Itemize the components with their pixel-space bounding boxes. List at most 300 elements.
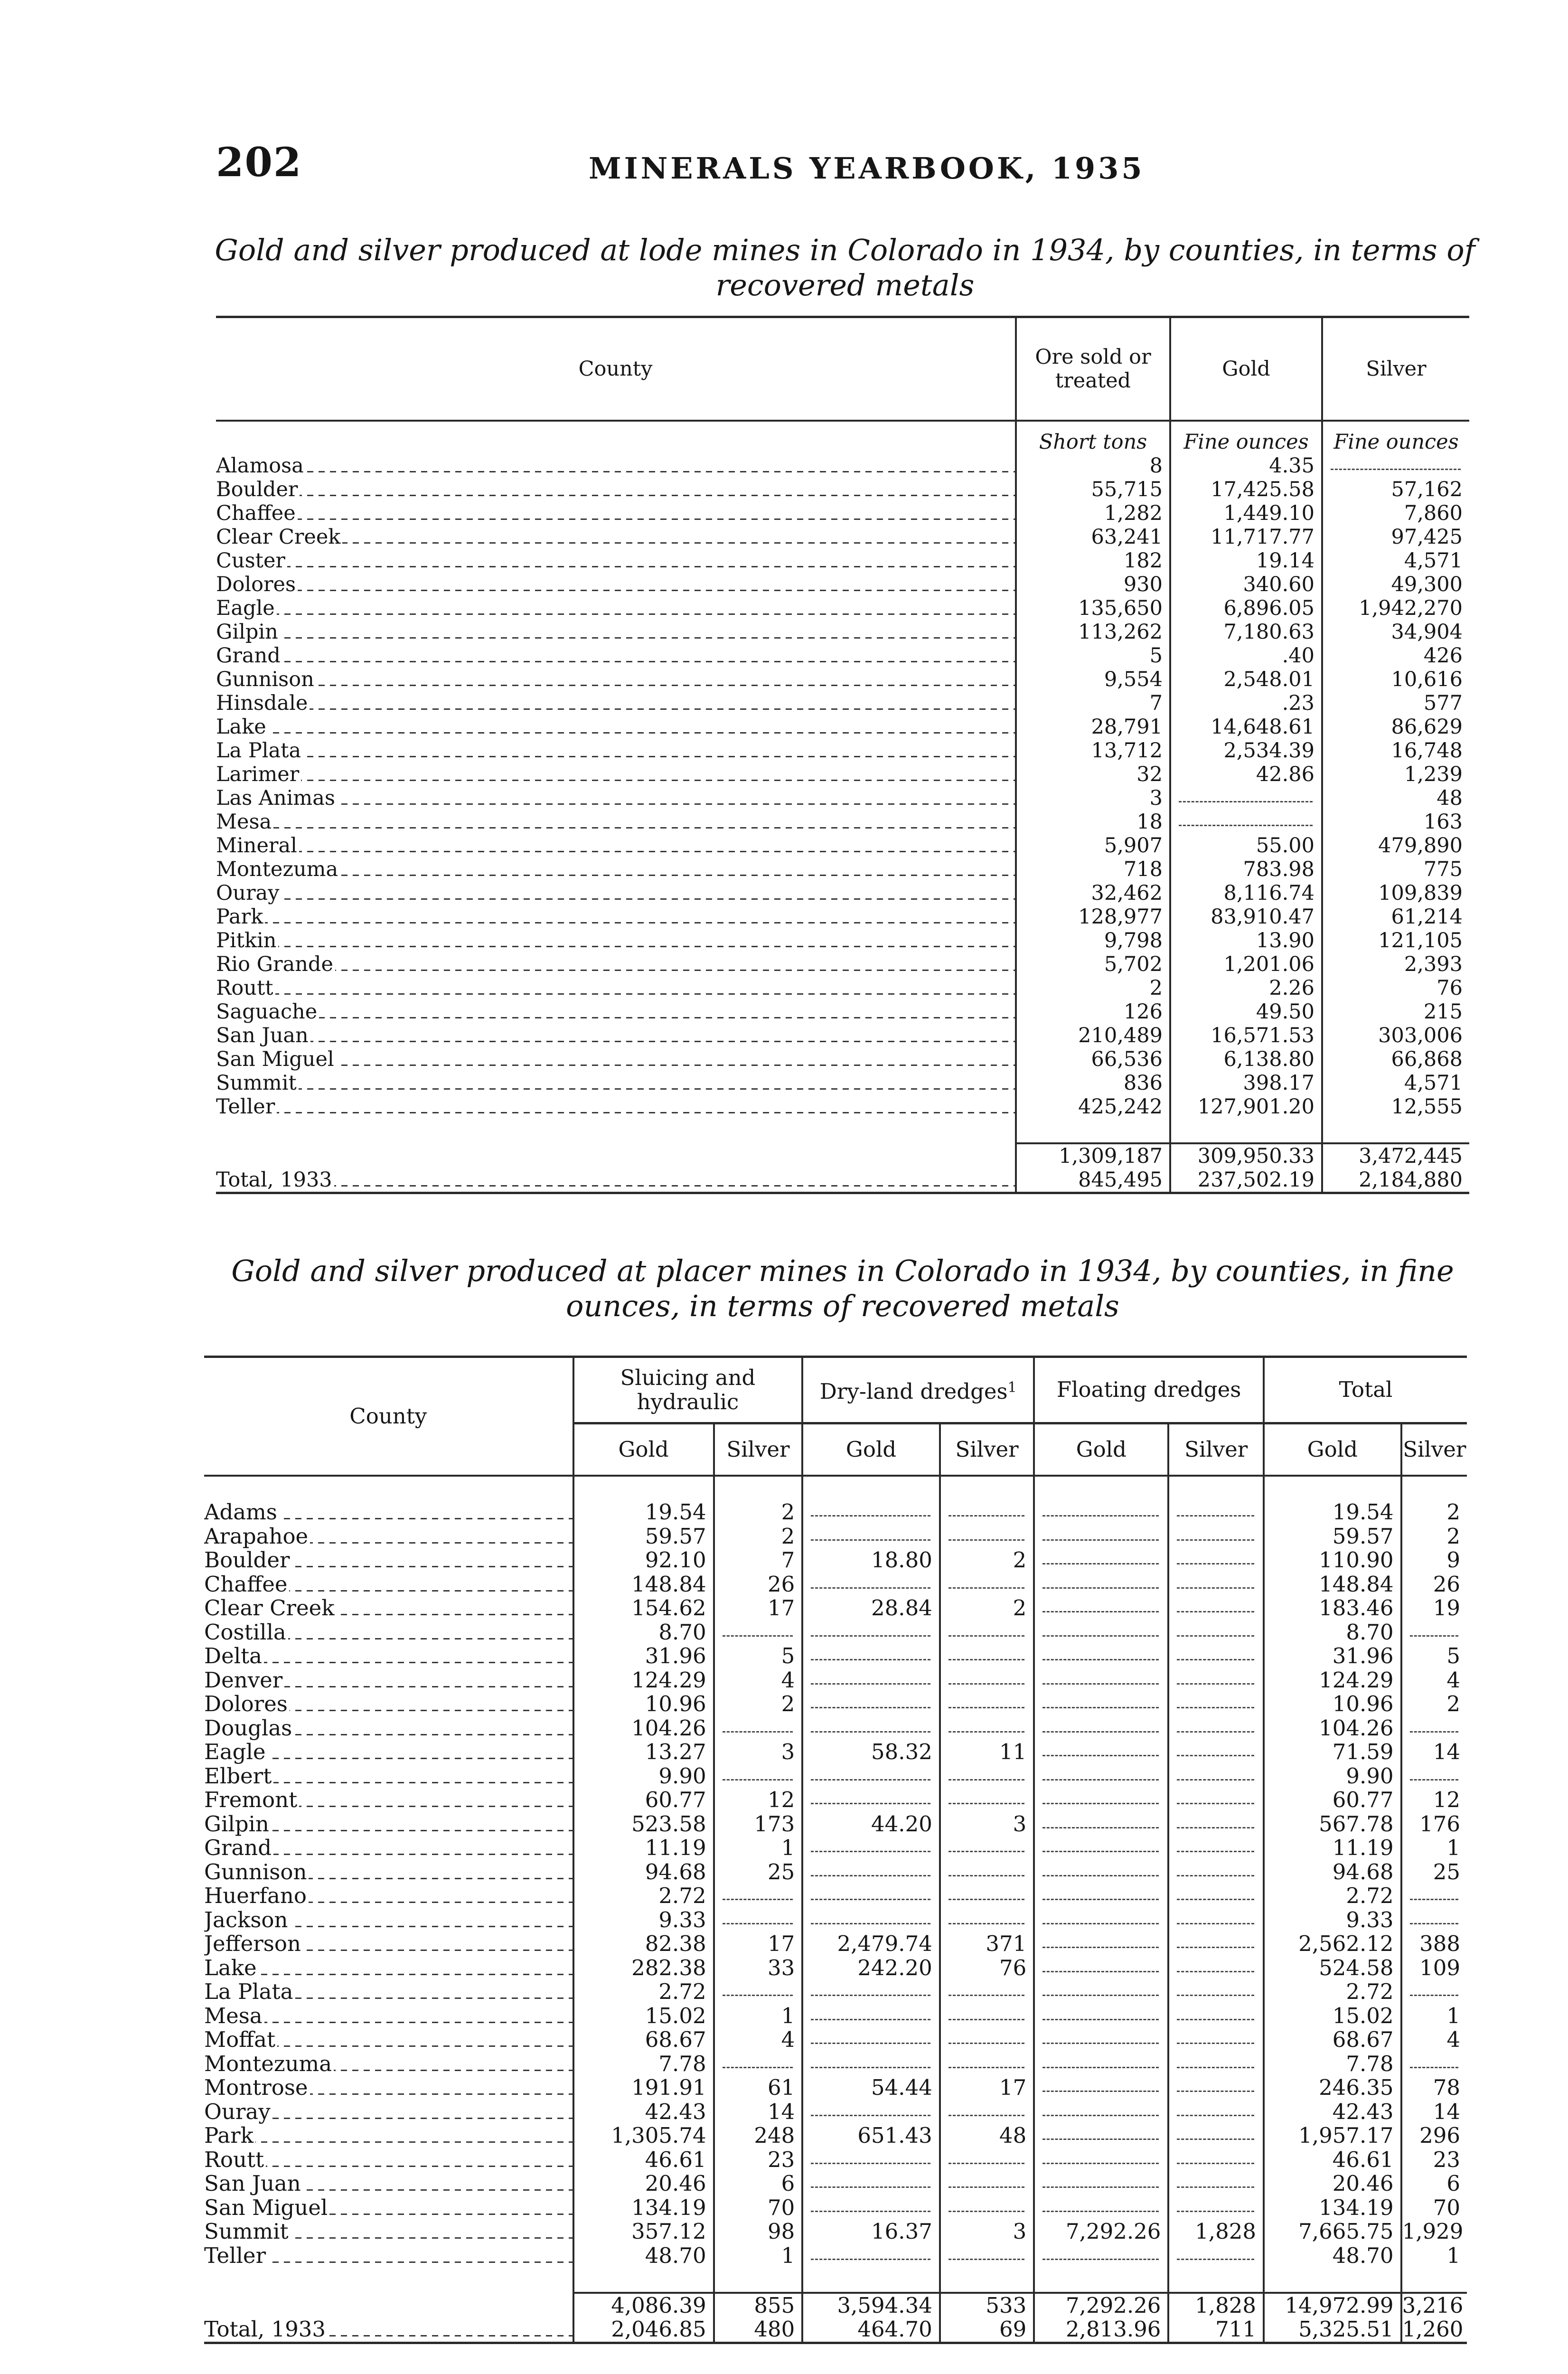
placer-ss-value: 61 xyxy=(714,2076,803,2100)
lode-gold-value: 55.00 xyxy=(1170,834,1322,857)
placer-sg-value: 31.96 xyxy=(573,1644,714,1668)
placer-fs-value xyxy=(1168,1596,1264,1620)
lode-county xyxy=(216,478,1016,501)
placer-county xyxy=(204,2076,573,2100)
placer-fg-value xyxy=(1034,1956,1168,1980)
placer-ss-value: 98 xyxy=(714,2220,803,2244)
lode-gold-value: 11,717.77 xyxy=(1170,525,1322,549)
table-row xyxy=(204,2220,1467,2244)
lode-silver-value: 7,860 xyxy=(1404,501,1463,525)
table-row xyxy=(216,810,1469,834)
placer-county xyxy=(204,1596,573,1620)
placer-ss-value xyxy=(714,1620,803,1645)
lode-county xyxy=(216,1047,1016,1071)
placer-fs-value xyxy=(1168,1764,1264,1789)
lode-county-text: Gunnison xyxy=(216,668,316,691)
placer-ts-value xyxy=(1401,1620,1467,1645)
placer-county-text: Fremont xyxy=(204,1788,299,1812)
placer-ds-value xyxy=(940,1692,1034,1716)
lode-ore-value: 1,282 xyxy=(1016,501,1170,525)
lode-gold-value: 783.98 xyxy=(1170,857,1322,881)
lode-county xyxy=(216,596,1016,620)
table-row xyxy=(216,525,1469,549)
table-row xyxy=(204,2148,1467,2172)
placer-dg-value: 28.84 xyxy=(802,1596,940,1620)
placer-tg-value: 46.61 xyxy=(1264,2148,1401,2172)
lode-county xyxy=(216,881,1016,905)
lode-county xyxy=(216,644,1016,668)
placer-ss-value xyxy=(714,2052,803,2076)
placer-sg-value: 46.61 xyxy=(573,2148,714,2172)
placer-fg-value xyxy=(1034,2100,1168,2124)
lode-silver-value: 426 xyxy=(1423,643,1463,668)
lode-county-text: Montezuma xyxy=(216,857,340,881)
lode-county-text: Chaffee xyxy=(216,501,298,525)
placer-ds-value xyxy=(940,1668,1034,1693)
lode-ore-value: 63,241 xyxy=(1016,525,1170,549)
placer-tg-value: 19.54 xyxy=(1264,1500,1401,1525)
table-row xyxy=(216,881,1469,905)
placer-dg-value xyxy=(802,1788,940,1812)
placer-fs-value xyxy=(1168,1525,1264,1549)
placer-sg-value: 124.29 xyxy=(573,1668,714,1693)
placer-dg-value xyxy=(802,1764,940,1789)
placer-header-dryland xyxy=(802,1357,1034,1423)
placer-ts-value: 1 xyxy=(1446,2243,1460,2268)
placer-dg-value xyxy=(802,2100,940,2124)
placer-ts-value xyxy=(1401,2052,1467,2076)
placer-fs-value xyxy=(1168,1836,1264,1860)
table-row xyxy=(216,454,1469,478)
placer-ds-value: 2 xyxy=(940,1596,1034,1620)
placer-dg-value xyxy=(802,1573,940,1597)
lode-county-text: Alamosa xyxy=(216,454,306,478)
placer-county xyxy=(204,1932,573,1956)
placer-fg-value xyxy=(1034,2148,1168,2172)
lode-silver-value: 97,425 xyxy=(1391,525,1463,549)
table-row xyxy=(216,763,1469,786)
placer-sg-value: 15.02 xyxy=(573,2004,714,2028)
placer-dg-value xyxy=(802,1500,940,1525)
placer-ss-value: 17 xyxy=(714,1932,803,1956)
lode-silver-value: 61,214 xyxy=(1391,904,1463,929)
placer-county-text: Elbert xyxy=(204,1764,273,1789)
placer-fs-value xyxy=(1168,1644,1264,1668)
lode-ore-value: 135,650 xyxy=(1016,596,1170,620)
lode-county-text: Clear Creek xyxy=(216,525,342,549)
placer-ss-value: 3 xyxy=(714,1740,803,1764)
lode-county-text: Las Animas xyxy=(216,786,337,810)
placer-tg-value: 110.90 xyxy=(1264,1548,1401,1573)
placer-total-1933-fs: 711 xyxy=(1168,2317,1264,2343)
placer-ds-value xyxy=(940,1500,1034,1525)
lode-silver-value: 163 xyxy=(1423,810,1463,834)
placer-ds-value xyxy=(940,2028,1034,2052)
placer-ds-value xyxy=(940,1788,1034,1812)
placer-tg-value: 148.84 xyxy=(1264,1573,1401,1597)
lode-ore-value: 210,489 xyxy=(1016,1024,1170,1047)
placer-fs-value xyxy=(1168,2028,1264,2052)
placer-fs-value xyxy=(1168,1740,1264,1764)
placer-ts-value: 4 xyxy=(1446,2028,1460,2052)
placer-fs-value xyxy=(1168,2172,1264,2196)
lode-ore-value: 18 xyxy=(1016,810,1170,834)
placer-ds-value: 371 xyxy=(940,1932,1034,1956)
lode-gold-value: 4.35 xyxy=(1170,454,1322,478)
placer-ts-value xyxy=(1401,1764,1467,1789)
placer-fg-value xyxy=(1034,1596,1168,1620)
lode-table xyxy=(216,316,1469,1194)
placer-dg-value xyxy=(802,1644,940,1668)
placer-tg-value: 8.70 xyxy=(1264,1620,1401,1645)
lode-gold-value: 83,910.47 xyxy=(1170,905,1322,929)
placer-ss-value: 26 xyxy=(714,1573,803,1597)
placer-dg-value: 44.20 xyxy=(802,1812,940,1837)
placer-fs-value xyxy=(1168,1956,1264,1980)
lode-silver-value: 57,162 xyxy=(1391,477,1463,501)
placer-ts-value: 109 xyxy=(1419,1956,1460,1980)
placer-county xyxy=(204,2100,573,2124)
lode-county xyxy=(216,620,1016,644)
lode-county-text: Dolores xyxy=(216,573,298,596)
placer-sg-value: 94.68 xyxy=(573,1860,714,1884)
placer-ss-value: 5 xyxy=(714,1644,803,1668)
placer-county-text: Dolores xyxy=(204,1692,290,1716)
placer-county-text: San Miguel xyxy=(204,2196,329,2220)
lode-gold-value: 1,449.10 xyxy=(1170,501,1322,525)
table-row xyxy=(204,1644,1467,1668)
placer-ss-value: 14 xyxy=(714,2100,803,2124)
lode-unit-gold: Fine ounces xyxy=(1170,421,1322,454)
lode-ore-value: 28,791 xyxy=(1016,715,1170,739)
lode-ore-value: 5,702 xyxy=(1016,952,1170,976)
placer-ts-value xyxy=(1401,1908,1467,1932)
placer-ss-value: 2 xyxy=(714,1692,803,1716)
placer-county xyxy=(204,1908,573,1932)
placer-sg-value: 104.26 xyxy=(573,1716,714,1741)
lode-ore-value: 5,907 xyxy=(1016,834,1170,857)
placer-ts-value: 70 xyxy=(1433,2195,1460,2220)
placer-fs-value xyxy=(1168,1860,1264,1884)
placer-fg-value xyxy=(1034,2244,1168,2268)
running-title: MINERALS YEARBOOK, 1935 xyxy=(589,151,1145,186)
placer-fg-value xyxy=(1034,2052,1168,2076)
lode-gold-value: 6,138.80 xyxy=(1170,1047,1322,1071)
lode-county xyxy=(216,1095,1016,1119)
table-row xyxy=(204,1884,1467,1908)
table-row xyxy=(204,1668,1467,1693)
lode-county-text: Teller xyxy=(216,1095,277,1119)
lode-ore-value: 128,977 xyxy=(1016,905,1170,929)
placer-sg-value: 11.19 xyxy=(573,1836,714,1860)
placer-total-1933-ss: 480 xyxy=(714,2317,803,2343)
lode-county xyxy=(216,739,1016,763)
placer-ds-value xyxy=(940,2196,1034,2220)
lode-silver-value: 48 xyxy=(1437,786,1463,810)
table-row xyxy=(216,715,1469,739)
placer-dg-value xyxy=(802,2196,940,2220)
placer-sg-value: 20.46 xyxy=(573,2172,714,2196)
lode-ore-value: 3 xyxy=(1016,786,1170,810)
placer-fs-value xyxy=(1168,1788,1264,1812)
lode-ore-value: 55,715 xyxy=(1016,478,1170,501)
placer-fs-value xyxy=(1168,1668,1264,1693)
placer-dg-value xyxy=(802,1980,940,2004)
placer-sg-value: 60.77 xyxy=(573,1788,714,1812)
placer-subheader-gold: Gold xyxy=(1034,1423,1168,1476)
placer-sg-value: 154.62 xyxy=(573,1596,714,1620)
lode-silver-value: 109,839 xyxy=(1378,881,1463,905)
placer-ts-value xyxy=(1401,1716,1467,1741)
lode-total-silver: 3,472,445 xyxy=(1322,1143,1469,1168)
placer-county-text: Boulder xyxy=(204,1548,291,1573)
lode-county xyxy=(216,1024,1016,1047)
placer-subheader-silver: Silver xyxy=(940,1423,1034,1476)
placer-ss-value xyxy=(714,1764,803,1789)
lode-county xyxy=(216,857,1016,881)
placer-county xyxy=(204,1836,573,1860)
placer-fs-value xyxy=(1168,2100,1264,2124)
placer-fs-value xyxy=(1168,2076,1264,2100)
placer-ts-value xyxy=(1401,1980,1467,2004)
placer-fg-value xyxy=(1034,2196,1168,2220)
placer-total-1933-label-text: Total, 1933 xyxy=(204,2317,328,2342)
lode-county xyxy=(216,549,1016,573)
lode-silver-value: 577 xyxy=(1423,691,1463,715)
table-row xyxy=(216,739,1469,763)
placer-county-text: Clear Creek xyxy=(204,1596,337,1620)
placer-ds-value xyxy=(940,1908,1034,1932)
table-row xyxy=(216,834,1469,857)
lode-header-county: County xyxy=(216,317,1016,421)
placer-fg-value xyxy=(1034,1573,1168,1597)
lode-gold-value: 127,901.20 xyxy=(1170,1095,1322,1119)
placer-ds-value xyxy=(940,2100,1034,2124)
lode-county xyxy=(216,501,1016,525)
placer-county-text: Arapahoe xyxy=(204,1525,310,1549)
placer-fs-value xyxy=(1168,1980,1264,2004)
placer-tg-value: 31.96 xyxy=(1264,1644,1401,1668)
placer-ts-value xyxy=(1401,1884,1467,1908)
placer-tg-value: 42.43 xyxy=(1264,2100,1401,2124)
lode-county-text: Summit xyxy=(216,1071,299,1095)
lode-total-1933-ore: 845,495 xyxy=(1016,1168,1170,1193)
placer-ts-value: 19 xyxy=(1433,1596,1460,1620)
placer-subheader-gold: Gold xyxy=(802,1423,940,1476)
table-row xyxy=(216,478,1469,501)
lode-gold-value xyxy=(1170,786,1322,810)
lode-silver-value: 775 xyxy=(1423,857,1463,881)
lode-gold-value: 13.90 xyxy=(1170,929,1322,952)
lode-county-text: Eagle xyxy=(216,596,277,620)
lode-ore-value: 32 xyxy=(1016,763,1170,786)
placer-sg-value: 148.84 xyxy=(573,1573,714,1597)
placer-county xyxy=(204,2028,573,2052)
lode-caption-line-2: recovered metals xyxy=(715,268,975,302)
lode-county-text: Mineral xyxy=(216,834,299,857)
placer-fs-value xyxy=(1168,1812,1264,1837)
placer-tg-value: 2.72 xyxy=(1264,1980,1401,2004)
table-row xyxy=(216,1024,1469,1047)
placer-ts-value: 4 xyxy=(1446,1668,1460,1692)
placer-ts-value: 12 xyxy=(1433,1788,1460,1812)
placer-fs-value xyxy=(1168,1620,1264,1645)
placer-fs-value xyxy=(1168,1932,1264,1956)
placer-fs-value xyxy=(1168,1692,1264,1716)
placer-dg-value xyxy=(802,2148,940,2172)
table-row xyxy=(216,976,1469,1000)
lode-county-text: La Plata xyxy=(216,739,303,763)
placer-ts-value: 6 xyxy=(1446,2172,1460,2196)
lode-county xyxy=(216,810,1016,834)
placer-sg-value: 2.72 xyxy=(573,1980,714,2004)
placer-ts-value: 2 xyxy=(1446,1524,1460,1548)
placer-ss-value: 25 xyxy=(714,1860,803,1884)
placer-fs-value xyxy=(1168,2004,1264,2028)
placer-subheader-gold: Gold xyxy=(573,1423,714,1476)
lode-ore-value: 9,554 xyxy=(1016,668,1170,691)
placer-ss-value: 1 xyxy=(714,2004,803,2028)
table-row xyxy=(216,596,1469,620)
table-row xyxy=(216,620,1469,644)
placer-total-tg: 14,972.99 xyxy=(1264,2293,1401,2318)
placer-fg-value xyxy=(1034,1740,1168,1764)
lode-county-text: Hinsdale xyxy=(216,691,310,715)
placer-county-text: Montrose xyxy=(204,2076,310,2100)
placer-dg-value xyxy=(802,2028,940,2052)
placer-ss-value: 2 xyxy=(714,1525,803,1549)
placer-ss-value: 33 xyxy=(714,1956,803,1980)
placer-table xyxy=(204,1356,1467,2344)
placer-fg-value xyxy=(1034,1620,1168,1645)
placer-dg-value xyxy=(802,1620,940,1645)
placer-tg-value: 94.68 xyxy=(1264,1860,1401,1884)
placer-county-text: Lake xyxy=(204,1956,259,1980)
placer-county-text: Adams xyxy=(204,1500,279,1525)
table-row xyxy=(216,905,1469,929)
placer-sg-value: 1,305.74 xyxy=(573,2124,714,2148)
placer-county xyxy=(204,2172,573,2196)
table-row xyxy=(204,1932,1467,1956)
placer-total-ts: 3,216 xyxy=(1401,2293,1467,2318)
placer-sg-value: 10.96 xyxy=(573,1692,714,1716)
placer-tg-value: 124.29 xyxy=(1264,1668,1401,1693)
placer-tg-value: 59.57 xyxy=(1264,1525,1401,1549)
placer-ts-value: 2 xyxy=(1446,1500,1460,1525)
placer-table-caption xyxy=(204,1253,1481,1324)
lode-county-text: San Juan xyxy=(216,1024,310,1047)
placer-county-text: Ouray xyxy=(204,2100,272,2124)
placer-total-fs: 1,828 xyxy=(1168,2293,1264,2318)
placer-total-1933-sg: 2,046.85 xyxy=(573,2317,714,2343)
placer-total-dg: 3,594.34 xyxy=(802,2293,940,2318)
lode-silver-value: 16,748 xyxy=(1391,738,1463,763)
placer-fg-value xyxy=(1034,2004,1168,2028)
placer-dg-value xyxy=(802,2172,940,2196)
lode-county-text: Larimer xyxy=(216,763,301,786)
placer-ss-value: 7 xyxy=(714,1548,803,1573)
placer-ss-value: 6 xyxy=(714,2172,803,2196)
placer-county-text: La Plata xyxy=(204,1980,295,2004)
lode-gold-value: 1,201.06 xyxy=(1170,952,1322,976)
placer-subheader-silver: Silver xyxy=(1401,1423,1467,1476)
lode-county-text: Mesa xyxy=(216,810,273,834)
placer-ds-value: 11 xyxy=(940,1740,1034,1764)
lode-gold-value: 42.86 xyxy=(1170,763,1322,786)
lode-ore-value: 126 xyxy=(1016,1000,1170,1024)
placer-total-fg: 7,292.26 xyxy=(1034,2293,1168,2318)
placer-ss-value xyxy=(714,1980,803,2004)
table-row xyxy=(204,2004,1467,2028)
placer-ss-value: 248 xyxy=(714,2124,803,2148)
placer-sg-value: 19.54 xyxy=(573,1500,714,1525)
placer-county xyxy=(204,2004,573,2028)
placer-ts-value: 176 xyxy=(1419,1812,1460,1836)
lode-silver-value: 121,105 xyxy=(1378,928,1463,952)
table-row xyxy=(204,2124,1467,2148)
lode-ore-value: 32,462 xyxy=(1016,881,1170,905)
lode-silver-value: 66,868 xyxy=(1391,1047,1463,1071)
placer-county-text: Delta xyxy=(204,1644,264,1668)
placer-fg-value xyxy=(1034,1812,1168,1837)
table-row xyxy=(216,668,1469,691)
placer-dg-value xyxy=(802,2004,940,2028)
lode-county xyxy=(216,905,1016,929)
placer-fs-value xyxy=(1168,1573,1264,1597)
placer-county-text: Montezuma xyxy=(204,2052,334,2076)
table-row xyxy=(204,1620,1467,1645)
placer-header-total: Total xyxy=(1264,1357,1467,1423)
lode-silver-value: 76 xyxy=(1437,976,1463,1000)
placer-county-text: Eagle xyxy=(204,1740,268,1764)
placer-sg-value: 48.70 xyxy=(573,2244,714,2268)
placer-county-text: Douglas xyxy=(204,1716,294,1741)
lode-county xyxy=(216,976,1016,1000)
placer-county xyxy=(204,1980,573,2004)
lode-ore-value: 930 xyxy=(1016,573,1170,596)
placer-county-text: Costilla xyxy=(204,1620,288,1645)
placer-county xyxy=(204,1692,573,1716)
lode-county xyxy=(216,1000,1016,1024)
placer-fg-value xyxy=(1034,1525,1168,1549)
placer-total-1933-label xyxy=(204,2317,573,2343)
lode-ore-value: 836 xyxy=(1016,1071,1170,1095)
lode-county-text: San Miguel xyxy=(216,1047,336,1071)
table-row xyxy=(216,857,1469,881)
placer-county xyxy=(204,1812,573,1837)
lode-total-ore: 1,309,187 xyxy=(1016,1143,1170,1168)
lode-gold-value: 14,648.61 xyxy=(1170,715,1322,739)
placer-fg-value xyxy=(1034,1716,1168,1741)
placer-county-text: Teller xyxy=(204,2244,268,2268)
placer-tg-value: 2,562.12 xyxy=(1264,1932,1401,1956)
placer-total-ds: 533 xyxy=(940,2293,1034,2318)
table-row xyxy=(216,1095,1469,1119)
placer-ts-value: 9 xyxy=(1446,1548,1460,1573)
table-row xyxy=(204,1525,1467,1549)
lode-total-1933-label xyxy=(216,1168,1016,1193)
table-row xyxy=(204,1596,1467,1620)
placer-fg-value xyxy=(1034,1668,1168,1693)
placer-county-text: Grand xyxy=(204,1836,273,1860)
placer-tg-value: 9.90 xyxy=(1264,1764,1401,1789)
table-row xyxy=(204,1716,1467,1741)
lode-county xyxy=(216,834,1016,857)
lode-ore-value: 5 xyxy=(1016,644,1170,668)
table-row xyxy=(204,1812,1467,1837)
placer-county-text: Mesa xyxy=(204,2004,264,2028)
placer-sg-value: 134.19 xyxy=(573,2196,714,2220)
